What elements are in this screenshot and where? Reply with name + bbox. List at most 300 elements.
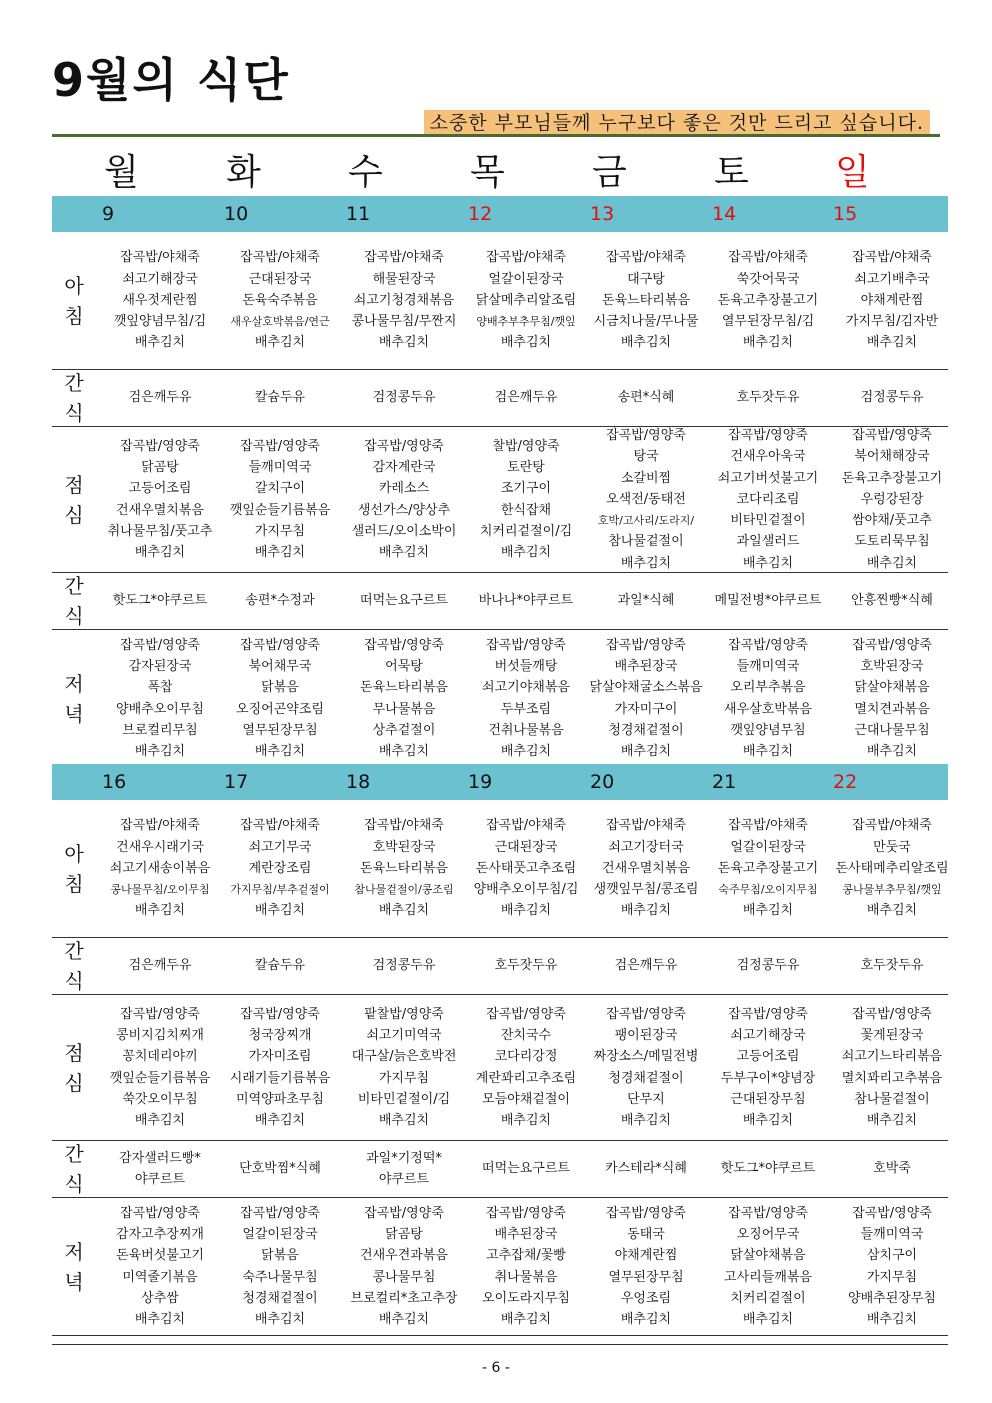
- date-number: 21: [712, 771, 737, 793]
- menu-item: 돈육느타리볶음: [360, 860, 448, 876]
- menu-cell: [220, 232, 340, 369]
- menu-item: 야채계란찜: [860, 292, 924, 308]
- menu-item: 과일*기정떡*: [366, 1150, 442, 1166]
- menu-cell: [586, 800, 706, 937]
- menu-item: 건새우시래기국: [116, 839, 204, 855]
- menu-item: 배추김치: [254, 1312, 306, 1328]
- menu-cell: [466, 232, 586, 369]
- date-number: 9: [102, 203, 115, 225]
- menu-item: 치커리겉절이/김: [479, 523, 573, 539]
- menu-item: 단무지: [627, 1091, 665, 1107]
- menu-item: 열무된장무침: [608, 1269, 684, 1285]
- menu-cell: [708, 370, 828, 426]
- menu-item: 고추잡채/꽃빵: [486, 1248, 566, 1264]
- menu-item: 돈사태풋고추조림: [475, 860, 577, 876]
- menu-item: 배추김치: [378, 545, 430, 561]
- menu-item: 호박된장국: [860, 658, 924, 674]
- menu-item: 검은깨두유: [494, 390, 558, 406]
- meal-label: 간 식: [64, 574, 84, 628]
- menu-item: 쇠고기배추국: [854, 271, 930, 287]
- meal-label: 저 녁: [64, 1239, 84, 1294]
- menu-item: 잡곡밥/영양죽: [486, 1205, 566, 1221]
- menu-item: 잡곡밥/영양죽: [120, 637, 200, 653]
- menu-item: 배추김치: [378, 903, 430, 919]
- menu-item: 잡곡밥/야채죽: [120, 250, 200, 266]
- menu-item: 바나나*야쿠르트: [478, 593, 574, 609]
- menu-cell: [586, 938, 706, 994]
- meal-section: [52, 938, 948, 995]
- menu-item: 배추김치: [254, 335, 306, 351]
- menu-item: 감자샐러드빵*: [119, 1150, 201, 1166]
- menu-item: 배추김치: [134, 335, 186, 351]
- menu-item: 팽이된장국: [614, 1027, 678, 1043]
- menu-item: 배추김치: [500, 903, 552, 919]
- menu-cell: [832, 995, 952, 1140]
- menu-item: 배추김치: [742, 903, 794, 919]
- meal-label: 간 식: [64, 1142, 84, 1196]
- menu-item: 브로컬리무침: [122, 722, 198, 738]
- menu-item: 어묵탕: [385, 658, 423, 674]
- menu-item: 잡곡밥/영양죽: [364, 637, 444, 653]
- subtitle-slogan: 소중한 부모님들께 누구보다 좋은 것만 드리고 싶습니다.: [424, 110, 930, 136]
- menu-item: 건새우아욱국: [730, 449, 806, 465]
- menu-cell: [708, 800, 828, 937]
- menu-cell: [466, 938, 586, 994]
- menu-item: 호두잣두유: [860, 958, 924, 974]
- meal-label: 아 침: [64, 841, 84, 896]
- weekday-2: 화: [226, 152, 261, 193]
- menu-item: 배추된장국: [494, 1226, 558, 1242]
- menu-item: 깻잎순들기름볶음: [229, 502, 331, 518]
- meal-label: 점 심: [64, 472, 84, 527]
- menu-item: 닭곰탕: [385, 1226, 423, 1242]
- menu-item: 근대된장국: [494, 839, 558, 855]
- menu-cell: [344, 573, 464, 629]
- menu-item: 잡곡밥/야채죽: [486, 818, 566, 834]
- menu-cell: [344, 1141, 464, 1197]
- menu-cell: [466, 427, 586, 572]
- menu-item: 근대나물무침: [854, 722, 930, 738]
- menu-item: 칼슘두유: [254, 390, 306, 406]
- weekday-header: [52, 150, 948, 196]
- meal-section: [52, 1198, 948, 1336]
- menu-item: 잡곡밥/영양죽: [364, 438, 444, 454]
- menu-item: 배추김치: [620, 1113, 672, 1129]
- meal-label: 아 침: [64, 273, 84, 328]
- menu-item: 샐러드/오이소박이: [351, 523, 457, 539]
- date-number: 13: [590, 203, 615, 225]
- meal-section: [52, 232, 948, 370]
- menu-item: 잡곡밥/야채죽: [364, 818, 444, 834]
- menu-cell: [344, 800, 464, 937]
- menu-cell: [586, 573, 706, 629]
- menu-item: 새우살호박볶음/연근: [230, 315, 330, 329]
- menu-item: 얼갈이된장국: [730, 839, 806, 855]
- meal-section: [52, 800, 948, 938]
- menu-cell: [466, 630, 586, 767]
- menu-item: 핫도그*야쿠르트: [112, 593, 208, 609]
- menu-item: 잡곡밥/야채죽: [240, 818, 320, 834]
- weekday-1: 월: [104, 152, 139, 193]
- menu-item: 잡곡밥/영양죽: [486, 637, 566, 653]
- date-number: 17: [224, 771, 249, 793]
- menu-item: 얼갈이된장국: [242, 1226, 318, 1242]
- menu-item: 코다리강정: [494, 1049, 558, 1065]
- menu-item: 배추김치: [620, 1312, 672, 1328]
- menu-item: 배추김치: [378, 335, 430, 351]
- menu-item: 가자미구이: [614, 701, 678, 717]
- date-number: 15: [833, 203, 858, 225]
- menu-item: 잡곡밥/영양죽: [120, 438, 200, 454]
- menu-item: 멸치꽈리고추볶음: [841, 1070, 943, 1086]
- menu-item: 청경채겉절이: [242, 1290, 318, 1306]
- menu-cell: [344, 938, 464, 994]
- menu-item: 배추김치: [620, 555, 672, 571]
- title-divider: [52, 134, 940, 137]
- menu-item: 야쿠르트: [378, 1172, 430, 1187]
- menu-item: 잡곡밥/야채죽: [852, 818, 932, 834]
- menu-item: 가지무침: [866, 1269, 918, 1285]
- menu-item: 과일샐러드: [736, 534, 800, 550]
- menu-item: 동태국: [627, 1226, 665, 1242]
- meal-section: [52, 630, 948, 768]
- menu-item: 토란탕: [507, 459, 545, 475]
- menu-cell: [708, 1198, 828, 1335]
- weekday-6: 토: [714, 152, 749, 193]
- menu-item: 호박/고사리/도라지/: [597, 514, 695, 528]
- menu-cell: [220, 427, 340, 572]
- menu-item: 배추김치: [742, 744, 794, 760]
- menu-cell: [586, 427, 706, 572]
- menu-item: 검은깨두유: [128, 958, 192, 974]
- menu-item: 배추김치: [742, 555, 794, 571]
- menu-item: 멸치견과볶음: [854, 701, 930, 717]
- menu-item: 양배추부추무침/깻잎: [476, 315, 576, 329]
- menu-item: 단호박찜*식혜: [239, 1161, 321, 1177]
- menu-cell: [100, 573, 220, 629]
- menu-item: 콩나물무침: [372, 1269, 436, 1285]
- menu-item: 건새우멸치볶음: [602, 860, 690, 876]
- menu-cell: [832, 938, 952, 994]
- menu-item: 잡곡밥/영양죽: [240, 1006, 320, 1022]
- menu-item: 배추김치: [134, 1113, 186, 1129]
- menu-item: 버섯들깨탕: [494, 658, 558, 674]
- menu-item: 청경채겉절이: [608, 722, 684, 738]
- menu-item: 쇠고기청경채볶음: [353, 292, 455, 308]
- date-number: 20: [590, 771, 615, 793]
- menu-item: 생깻잎무침/콩조림: [593, 882, 699, 898]
- menu-item: 가지무침/김자반: [845, 314, 939, 330]
- menu-item: 쇠고기새송이볶음: [109, 860, 211, 876]
- date-number: 19: [468, 771, 493, 793]
- menu-item: 팥찰밥/영양죽: [364, 1006, 444, 1022]
- menu-cell: [466, 573, 586, 629]
- menu-item: 배추김치: [620, 903, 672, 919]
- menu-item: 해물된장국: [372, 271, 436, 287]
- menu-item: 치커리겉절이: [730, 1290, 806, 1306]
- menu-item: 송편*식혜: [617, 390, 675, 406]
- menu-cell: [832, 573, 952, 629]
- menu-cell: [708, 630, 828, 767]
- menu-item: 쇠고기해장국: [122, 271, 198, 287]
- menu-item: 배추김치: [866, 335, 918, 351]
- menu-cell: [832, 370, 952, 426]
- menu-item: 쑥갓오이무침: [122, 1091, 198, 1107]
- menu-item: 잡곡밥/야채죽: [364, 250, 444, 266]
- menu-item: 잡곡밥/영양죽: [852, 1205, 932, 1221]
- menu-item: 콩비지김치찌개: [116, 1027, 204, 1043]
- menu-item: 돈육숙주볶음: [242, 292, 318, 308]
- menu-item: 배추김치: [500, 1312, 552, 1328]
- menu-item: 폭찹: [147, 680, 173, 696]
- menu-item: 잡곡밥/야채죽: [852, 250, 932, 266]
- menu-item: 닭살야채볶음: [854, 680, 930, 696]
- menu-item: 호박된장국: [372, 839, 436, 855]
- menu-item: 쇠고기느타리볶음: [841, 1049, 943, 1065]
- menu-cell: [220, 938, 340, 994]
- menu-item: 참나물겉절이: [854, 1091, 930, 1107]
- menu-item: 미역양파초무침: [236, 1091, 324, 1107]
- menu-item: 두부구이*양념장: [720, 1070, 816, 1086]
- meal-label: 간 식: [64, 939, 84, 993]
- menu-item: 검은깨두유: [128, 390, 192, 406]
- menu-item: 잡곡밥/영양죽: [486, 1006, 566, 1022]
- menu-item: 잡곡밥/영양죽: [606, 1006, 686, 1022]
- meal-label: 점 심: [64, 1040, 84, 1095]
- menu-item: 꽃게된장국: [860, 1027, 924, 1043]
- menu-item: 검정콩두유: [736, 958, 800, 974]
- menu-item: 대구탕: [627, 271, 665, 287]
- menu-item: 떠먹는요구르트: [482, 1161, 570, 1177]
- menu-item: 계란장조림: [248, 860, 312, 876]
- menu-item: 배추김치: [500, 545, 552, 561]
- menu-item: 무나물볶음: [372, 701, 436, 717]
- menu-item: 배추김치: [866, 1312, 918, 1328]
- menu-item: 짜장소스/메밀전병: [593, 1049, 699, 1065]
- menu-item: 참나물겉절이: [608, 534, 684, 550]
- menu-item: 상추겉절이: [372, 722, 436, 738]
- menu-item: 닭살야채볶음: [730, 1248, 806, 1264]
- menu-item: 닭살메추리알조림: [475, 292, 577, 308]
- menu-item: 잡곡밥/영양죽: [728, 637, 808, 653]
- menu-cell: [220, 370, 340, 426]
- menu-item: 배추김치: [134, 744, 186, 760]
- menu-cell: [708, 1141, 828, 1197]
- menu-item: 야채계란찜: [614, 1248, 678, 1264]
- menu-item: 가지무침: [254, 523, 306, 539]
- menu-item: 배추김치: [134, 545, 186, 561]
- menu-item: 청경채겉절이: [608, 1070, 684, 1086]
- menu-cell: [344, 1198, 464, 1335]
- menu-item: 근대된장무침: [730, 1091, 806, 1107]
- menu-item: 안흥찐빵*식혜: [851, 593, 933, 609]
- menu-item: 송편*수정과: [245, 593, 315, 609]
- menu-item: 배추김치: [742, 335, 794, 351]
- menu-item: 야쿠르트: [134, 1172, 186, 1187]
- weekday-4: 목: [470, 152, 505, 193]
- page-title: 9월의 식단: [52, 53, 290, 107]
- menu-item: 배추김치: [254, 1113, 306, 1129]
- menu-item: 검은깨두유: [614, 958, 678, 974]
- menu-item: 숙주무침/오이지무침: [718, 883, 818, 897]
- menu-item: 돈육고추장불고기: [717, 292, 819, 308]
- menu-item: 닭볶음: [261, 1248, 299, 1264]
- menu-item: 검정콩두유: [372, 390, 436, 406]
- menu-cell: [708, 938, 828, 994]
- menu-item: 오이도라지무침: [482, 1290, 570, 1306]
- menu-cell: [832, 1141, 952, 1197]
- meal-section: [52, 370, 948, 427]
- menu-item: 콩나물무침/오이무침: [110, 883, 210, 897]
- menu-item: 배추김치: [254, 744, 306, 760]
- menu-item: 쇠고기장터국: [608, 839, 684, 855]
- menu-cell: [100, 232, 220, 369]
- menu-item: 배추된장국: [614, 658, 678, 674]
- menu-item: 가지무침: [378, 1070, 430, 1086]
- menu-item: 잡곡밥/영양죽: [364, 1205, 444, 1221]
- meal-label: 간 식: [64, 371, 84, 425]
- menu-item: 미역줄기볶음: [122, 1269, 198, 1285]
- menu-cell: [832, 1198, 952, 1335]
- menu-item: 깻잎양념무침/김: [113, 314, 207, 330]
- menu-cell: [344, 232, 464, 369]
- menu-item: 감자된장국: [128, 658, 192, 674]
- date-bar: [52, 196, 948, 232]
- menu-item: 소갈비찜: [620, 470, 672, 486]
- menu-item: 근대된장국: [248, 271, 312, 287]
- menu-item: 잡곡밥/영양죽: [240, 1205, 320, 1221]
- menu-item: 배추김치: [254, 545, 306, 561]
- menu-item: 배추김치: [500, 335, 552, 351]
- menu-item: 잡곡밥/영양죽: [240, 637, 320, 653]
- menu-cell: [100, 427, 220, 572]
- menu-item: 배추김치: [500, 1113, 552, 1129]
- menu-item: 배추김치: [378, 744, 430, 760]
- menu-item: 콩나물무침/무짠지: [351, 314, 457, 330]
- menu-item: 배추김치: [866, 1113, 918, 1129]
- menu-item: 한식잡채: [500, 502, 552, 518]
- menu-item: 검정콩두유: [372, 958, 436, 974]
- menu-cell: [832, 800, 952, 937]
- menu-item: 잡곡밥/야채죽: [606, 250, 686, 266]
- menu-cell: [586, 1198, 706, 1335]
- menu-item: 북어채무국: [248, 658, 312, 674]
- menu-item: 돈육고추장불고기: [717, 860, 819, 876]
- menu-cell: [344, 995, 464, 1140]
- menu-item: 취나물무침/풋고추: [107, 523, 213, 539]
- menu-item: 돈육고추장불고기: [841, 470, 943, 486]
- menu-item: 떠먹는요구르트: [360, 593, 448, 609]
- menu-cell: [100, 800, 220, 937]
- menu-cell: [832, 630, 952, 767]
- menu-item: 계란꽈리고추조림: [475, 1070, 577, 1086]
- menu-item: 들깨미역국: [248, 459, 312, 475]
- menu-item: 고등어조림: [128, 481, 192, 497]
- menu-item: 돈육느타리볶음: [360, 680, 448, 696]
- menu-item: 쇠고기해장국: [730, 1027, 806, 1043]
- menu-item: 잡곡밥/영양죽: [852, 427, 932, 443]
- menu-item: 배추김치: [866, 744, 918, 760]
- menu-cell: [100, 630, 220, 767]
- menu-cell: [100, 1198, 220, 1335]
- menu-cell: [344, 370, 464, 426]
- meal-section: [52, 995, 948, 1141]
- menu-item: 생선가스/양상추: [357, 502, 451, 518]
- weekday-3: 수: [348, 152, 383, 193]
- menu-item: 모듬야채겉절이: [482, 1091, 570, 1107]
- menu-cell: [708, 427, 828, 572]
- menu-item: 상추쌈: [141, 1290, 179, 1306]
- menu-cell: [586, 995, 706, 1140]
- menu-item: 카스테라*식혜: [605, 1161, 687, 1177]
- menu-item: 시금치나물/무나물: [593, 314, 699, 330]
- menu-item: 잡곡밥/야채죽: [606, 818, 686, 834]
- menu-item: 꽁치데리야끼: [122, 1049, 198, 1065]
- menu-cell: [708, 573, 828, 629]
- menu-item: 돈육느타리볶음: [602, 292, 690, 308]
- menu-item: 고등어조림: [736, 1049, 800, 1065]
- menu-item: 검정콩두유: [860, 390, 924, 406]
- menu-item: 두부조림: [500, 701, 552, 717]
- menu-item: 호박죽: [873, 1161, 911, 1177]
- menu-item: 배추김치: [620, 744, 672, 760]
- menu-item: 배추김치: [378, 1113, 430, 1129]
- menu-item: 메밀전병*야쿠르트: [714, 593, 822, 609]
- menu-item: 새우젓계란찜: [122, 292, 198, 308]
- menu-item: 칼슘두유: [254, 958, 306, 974]
- menu-cell: [708, 232, 828, 369]
- menu-item: 탕국: [633, 449, 659, 465]
- menu-item: 닭곰탕: [141, 459, 179, 475]
- date-number: 16: [102, 771, 127, 793]
- menu-item: 배추김치: [742, 1312, 794, 1328]
- menu-item: 배추김치: [134, 903, 186, 919]
- menu-item: 쇠고기버섯불고기: [717, 470, 819, 486]
- menu-item: 쇠고기야채볶음: [482, 680, 570, 696]
- menu-cell: [220, 573, 340, 629]
- menu-item: 콩나물부추무침/깻잎: [842, 883, 942, 897]
- menu-item: 숙주나물무침: [242, 1269, 318, 1285]
- menu-item: 청국장찌개: [248, 1027, 312, 1043]
- menu-item: 열무된장무침: [242, 722, 318, 738]
- date-number: 12: [468, 203, 493, 225]
- menu-item: 조기구이: [500, 481, 552, 497]
- menu-item: 배추김치: [620, 335, 672, 351]
- menu-item: 비타민겉절이/김: [357, 1091, 451, 1107]
- weekday-7: 일: [835, 152, 870, 193]
- menu-item: 쇠고기미역국: [366, 1027, 442, 1043]
- menu-item: 오색전/동태전: [606, 491, 686, 507]
- menu-item: 잡곡밥/영양죽: [852, 1006, 932, 1022]
- menu-cell: [220, 1141, 340, 1197]
- menu-cell: [100, 995, 220, 1140]
- menu-item: 감자고추장찌개: [116, 1226, 204, 1242]
- menu-cell: [220, 995, 340, 1140]
- menu-cell: [586, 630, 706, 767]
- menu-item: 잡곡밥/영양죽: [852, 637, 932, 653]
- menu-cell: [344, 427, 464, 572]
- menu-cell: [586, 370, 706, 426]
- date-number: 11: [346, 203, 371, 225]
- menu-item: 핫도그*야쿠르트: [720, 1161, 816, 1177]
- menu-item: 호두잣두유: [494, 958, 558, 974]
- menu-item: 열무된장무침/김: [721, 314, 815, 330]
- menu-item: 잡곡밥/영양죽: [120, 1006, 200, 1022]
- menu-item: 우엉조림: [620, 1290, 672, 1306]
- menu-item: 들깨미역국: [736, 658, 800, 674]
- menu-item: 취나물볶음: [494, 1269, 558, 1285]
- menu-item: 건새우견과볶음: [360, 1248, 448, 1264]
